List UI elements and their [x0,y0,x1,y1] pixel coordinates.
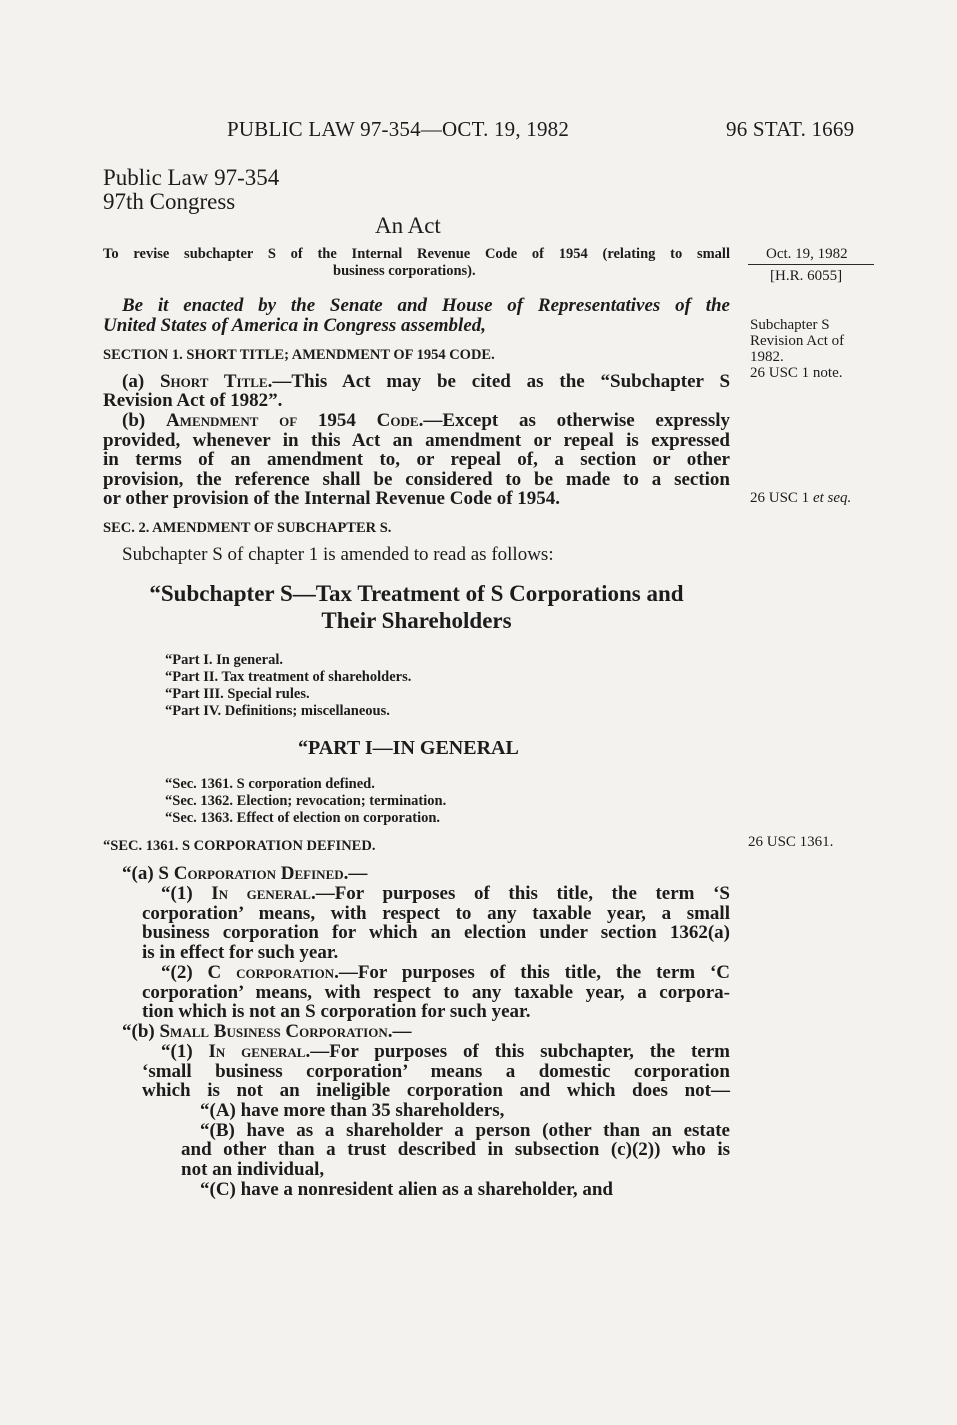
section-2-heading: SEC. 2. AMENDMENT OF SUBCHAPTER S. [103,520,392,536]
sec1361-b1-B-line-1: “(B) have as a shareholder a person (other than an estate [200,1120,730,1141]
section-2-intro: Subchapter S of chapter 1 is amended to read as follows: [122,544,554,565]
text-run: .—Except as otherwise expressly [418,410,730,431]
sec1-b-line-5: or other provision of the Internal Revenue Code of 1954. [103,488,561,509]
text-run: “(1) [161,883,212,904]
toc-part: “Part II. Tax treatment of shareholders. [165,669,412,685]
small-business-corporation-caption: Small Business Corporation [159,1021,388,1042]
usc-citation: 26 USC 1 [750,490,810,506]
sec1-b-line-2: provided, whenever in this Act an amendment or repeal is expressed [103,430,730,451]
sec1361-a2-line-3: tion which is not an S corporation for such year. [142,1001,531,1022]
purpose-line-1: To revise subchapter S of the Internal Revenue Code of 1954 (relating to small [103,246,730,262]
sec1361-a1-line-1 [161,884,730,904]
text-run: (b) [122,410,166,431]
sec1361-a1-line-2: corporation’ means, with respect to any taxable year, a small [142,903,730,924]
sec1361-b1-line-1 [161,1042,730,1062]
sec1361-b [122,1022,412,1042]
running-header-title: PUBLIC LAW 97-354—OCT. 19, 1982 [227,117,570,141]
short-title-caption: Short Title [159,371,268,392]
margin-date: Oct. 19, 1982 [766,246,848,262]
margin-rule [748,264,874,265]
margin-note-usc-seq [750,490,851,506]
toc-section: “Sec. 1362. Election; revocation; termination. [165,793,447,809]
text-run: .— [343,863,368,884]
text-run: “(b) [122,1021,160,1042]
sec1361-b1-line-2: ‘small business corporation’ means a domestic corporation [142,1061,730,1082]
section-1-heading: SECTION 1. SHORT TITLE; AMENDMENT OF 1954 CODE. [103,347,495,363]
sec-1361-heading: “SEC. 1361. S CORPORATION DEFINED. [103,838,376,854]
margin-note-line: 1982. [750,349,784,365]
text-run: 1954 [297,410,377,431]
usc-et-seq: et seq. [812,490,852,506]
margin-note-short-title [750,317,844,381]
part-1-title: “PART I—IN GENERAL [298,737,519,759]
sec1-a-line-2: Revision Act of 1982”. [103,390,283,411]
enacting-clause-line-2: United States of America in Congress assembled, [103,315,487,336]
subchapter-title-line: “Subchapter S—Tax Treatment of S Corporations and [149,581,684,606]
code-caption: Code [376,410,419,431]
sec1361-a2-line-2: corporation’ means, with respect to any taxable year, a corpora- [142,982,730,1003]
purpose-line-2: business corporations). [333,263,476,279]
sec1361-a1-line-3: business corporation for which an election under section 1362(a) [142,922,730,943]
subchapter-title [103,580,730,634]
toc-part: “Part I. In general. [165,652,283,668]
statute-page-number: 96 STAT. 1669 [726,117,855,141]
toc-section: “Sec. 1363. Effect of election on corporation. [165,810,441,826]
sec1361-a2-line-1 [161,963,730,983]
sec1-b-line-4: provision, the reference shall be considered to be made to a section [103,469,730,490]
sec1361-b1-A: “(A) have more than 35 shareholders, [200,1100,505,1121]
margin-note-line: 26 USC 1 note. [750,365,843,381]
sec1-a-line-1 [122,372,730,392]
text-run: “(1) [161,1041,209,1062]
sec1361-b1-B-line-2: and other than a trust described in subsection (c)(2)) who is [181,1139,730,1160]
sec1361-a1-line-4: is in effect for such year. [142,942,339,963]
text-run: “(2) [161,962,208,983]
margin-note-line: Subchapter S [750,317,830,333]
margin-bill-number: [H.R. 6055] [770,268,843,284]
amendment-caption: Amendment of [165,410,298,431]
sec1361-b1-C: “(C) have a nonresident alien as a shareholder, and [200,1179,613,1200]
sec1-b-line-3: in terms of an amendment to, or repeal of, a section or other [103,449,730,470]
text-run: .—For purposes of this subchapter, the term [305,1041,730,1062]
text-run: .—This Act may be cited as the “Subchapter S [267,371,731,392]
congress-number: 97th Congress [103,189,236,214]
margin-note-line: Revision Act of [750,333,845,349]
part-1-section-list [165,776,446,827]
in-general-caption: In general [208,1041,306,1062]
text-run: “(a) [122,863,159,884]
toc-part: “Part IV. Definitions; miscellaneous. [165,703,390,719]
toc-part: “Part III. Special rules. [165,686,310,702]
act-title: An Act [375,213,441,238]
subchapter-title-line: Their Shareholders [321,608,512,633]
sec1-b-line-1 [122,411,730,431]
text-run: .— [387,1021,412,1042]
text-run: (a) [122,371,160,392]
sec1361-b1-B-line-3: not an individual, [181,1159,325,1180]
margin-note-usc-1361: 26 USC 1361. [748,834,834,850]
c-corporation-caption: C corporation [207,962,335,983]
in-general-caption: In general [211,883,311,904]
parts-table-of-contents [165,652,411,720]
public-law-number: Public Law 97-354 [103,165,280,190]
enacting-clause-line-1: Be it enacted by the Senate and House of Representatives of the [122,295,730,316]
s-corp-defined-caption: S Corporation Defined [158,863,344,884]
sec1361-b1-line-3: which is not an ineligible corporation and which does not— [142,1080,730,1101]
sec1361-a [122,864,367,884]
text-run: .—For purposes of this title, the term ‘S [310,883,731,904]
toc-section: “Sec. 1361. S corporation defined. [165,776,375,792]
text-run: .—For purposes of this title, the term ‘C [334,962,730,983]
